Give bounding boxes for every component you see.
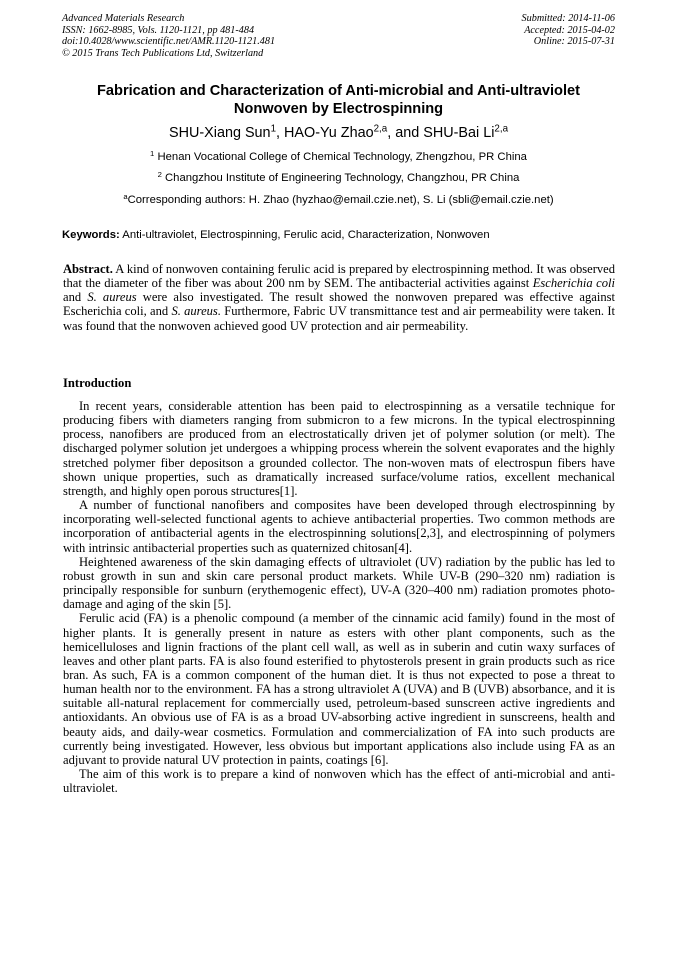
introduction-body <box>63 399 615 795</box>
keywords-text: Anti-ultraviolet, Electrospinning, Ferulic acid, Characterization, Nonwoven <box>119 229 490 241</box>
keywords-label: Keywords: <box>62 229 120 241</box>
abstract-label: Abstract. <box>63 262 113 276</box>
online-date: Online: 2015-07-31 <box>533 36 615 48</box>
journal-info <box>62 13 275 59</box>
abstract-text: A kind of nonwoven containing ferulic acid is prepared by electrospinning method. It was observed that the diameter of the fiber was about 200 nm by SEM. The antibacterial activities against <box>63 262 615 291</box>
abstract-text: were also investigated. The result showed the nonwoven prepared was effective against Escherichia coli, and <box>63 290 615 319</box>
author-separator: , <box>276 125 285 141</box>
title-line-1: Fabrication and Characterization of Anti-microbial and Anti-ultraviolet <box>97 83 580 99</box>
author-superscript: 2,a <box>494 123 509 135</box>
author-superscript: 2,a <box>373 123 388 135</box>
abstract-species: Escherichia coli <box>532 276 615 291</box>
intro-paragraph: The aim of this work is to prepare a kind of nonwoven which has the effect of anti-microbial and anti-ultraviolet. <box>63 767 615 796</box>
paper-title <box>62 82 615 118</box>
intro-paragraph: Ferulic acid (FA) is a phenolic compound (a member of the cinnamic acid family) found in the most of higher plants. It is generally present in nature as esters with other plant components, such as the hemicelluloses and lignin fractions of the plant cell wall, as well as in suberin and cutin waxy surfaces of leaves and other plant parts. FA is also found esterified to phytosterols present in grain products such as rice bran. As such, FA is a common component of the human diet. It is thus not expected to pose a threat to human health nor to the environment. FA has a strong ultraviolet A (UVA) and B (UVB) absorbance, and it is suitable all-natural replacement for commercially used, petroleum-based sunscreen active ingredients and antioxidants. An obvious use of FA is as a broad UV-absorbing active ingredient in sunscreens, health and beauty aids, and daily-wear cosmetics. Formulation and commercialization of FA into such products are currently being investigated. However, less obvious but important applications also include using FA as an adjuvant to provide natural UV protection in paints, coatings [6]. <box>63 611 615 767</box>
abstract-paragraph <box>63 262 615 333</box>
issn: ISSN: 1662-8985, Vols. 1120-1121, pp 481-484 <box>62 24 255 36</box>
abstract-text: and <box>63 290 88 305</box>
submitted-date: Submitted: 2014-11-06 <box>521 13 615 24</box>
journal-name: Advanced Materials Research <box>62 13 185 24</box>
abstract-species: S. aureus. <box>171 304 221 319</box>
doi: doi:10.4028/www.scientific.net/AMR.1120-1121.481 <box>62 36 276 48</box>
abstract-text: Furthermore, Fabric UV transmittance test and air permeability were taken. It was found that the nonwoven achieved good UV protection and air permeability. <box>63 304 616 333</box>
introduction-heading: Introduction <box>63 376 132 390</box>
affiliation-2 <box>62 171 615 185</box>
publication-dates <box>522 13 615 48</box>
author-name: HAO-Yu Zhao <box>284 125 374 141</box>
corresponding-authors <box>62 193 615 207</box>
corresponding-marker: a <box>123 191 128 201</box>
affiliation-text: Henan Vocational College of Chemical Technology, Zhengzhou, PR China <box>154 151 527 163</box>
author-superscript: 1 <box>270 123 277 135</box>
keywords-line <box>62 228 622 242</box>
intro-paragraph: In recent years, considerable attention has been paid to electrospinning as a versatile technique for producing fibers with diameters ranging from submicron to a few microns. In the typical electrospinning process, nanofibers are produced from an electrostatically driven jet of polymer solution (or melt). The discharged polymer solution jet undergoes a whipping process wherein the solvent evaporates and the highly stretched polymer fiber depositson a grounded collector. The non-woven mats of electrospun fibers have shown unique properties, such as dramatically increased surface/volume ratios, excellent mechanical strength, and highly open porous structures[1]. <box>63 399 615 498</box>
intro-paragraph: A number of functional nanofibers and composites have been developed through electrospinning by incorporating well-selected functional agents to achieve antibacterial properties. Two common methods are incorporation of antibacterial agents in the electrospinning solutions[2,3], and electrospinning of polymers with intrinsic antibacterial properties such as quaternized chitosan[4]. <box>63 498 615 555</box>
corresponding-text: Corresponding authors: H. Zhao (hyzhao@email.czie.net), S. Li (sbli@email.czie.net) <box>127 194 554 206</box>
affiliation-marker: 1 <box>150 148 155 158</box>
author-separator: , and <box>387 125 424 141</box>
affiliation-1 <box>62 150 615 164</box>
accepted-date: Accepted: 2015-04-02 <box>524 24 615 36</box>
author-list <box>62 124 615 142</box>
abstract <box>63 262 615 333</box>
affiliation-marker: 2 <box>157 169 162 179</box>
intro-paragraph: Heightened awareness of the skin damaging effects of ultraviolet (UV) radiation by the public has led to robust growth in sun and skin care personal product markets. While UV-B (290–320 nm) radiation is principally responsible for sunburn (erythemogenic effect), UV-A (320–400 nm) radiation promotes photo-damage and aging of the skin [5]. <box>63 554 615 612</box>
author-name: SHU-Xiang Sun <box>168 125 271 141</box>
author-name: SHU-Bai Li <box>423 125 495 141</box>
abstract-species: S. aureus <box>87 290 137 305</box>
title-line-2: Nonwoven by Electrospinning <box>233 101 444 117</box>
affiliation-text: Changzhou Institute of Engineering Technology, Changzhou, PR China <box>161 172 520 184</box>
copyright: © 2015 Trans Tech Publications Ltd, Switzerland <box>62 47 264 59</box>
